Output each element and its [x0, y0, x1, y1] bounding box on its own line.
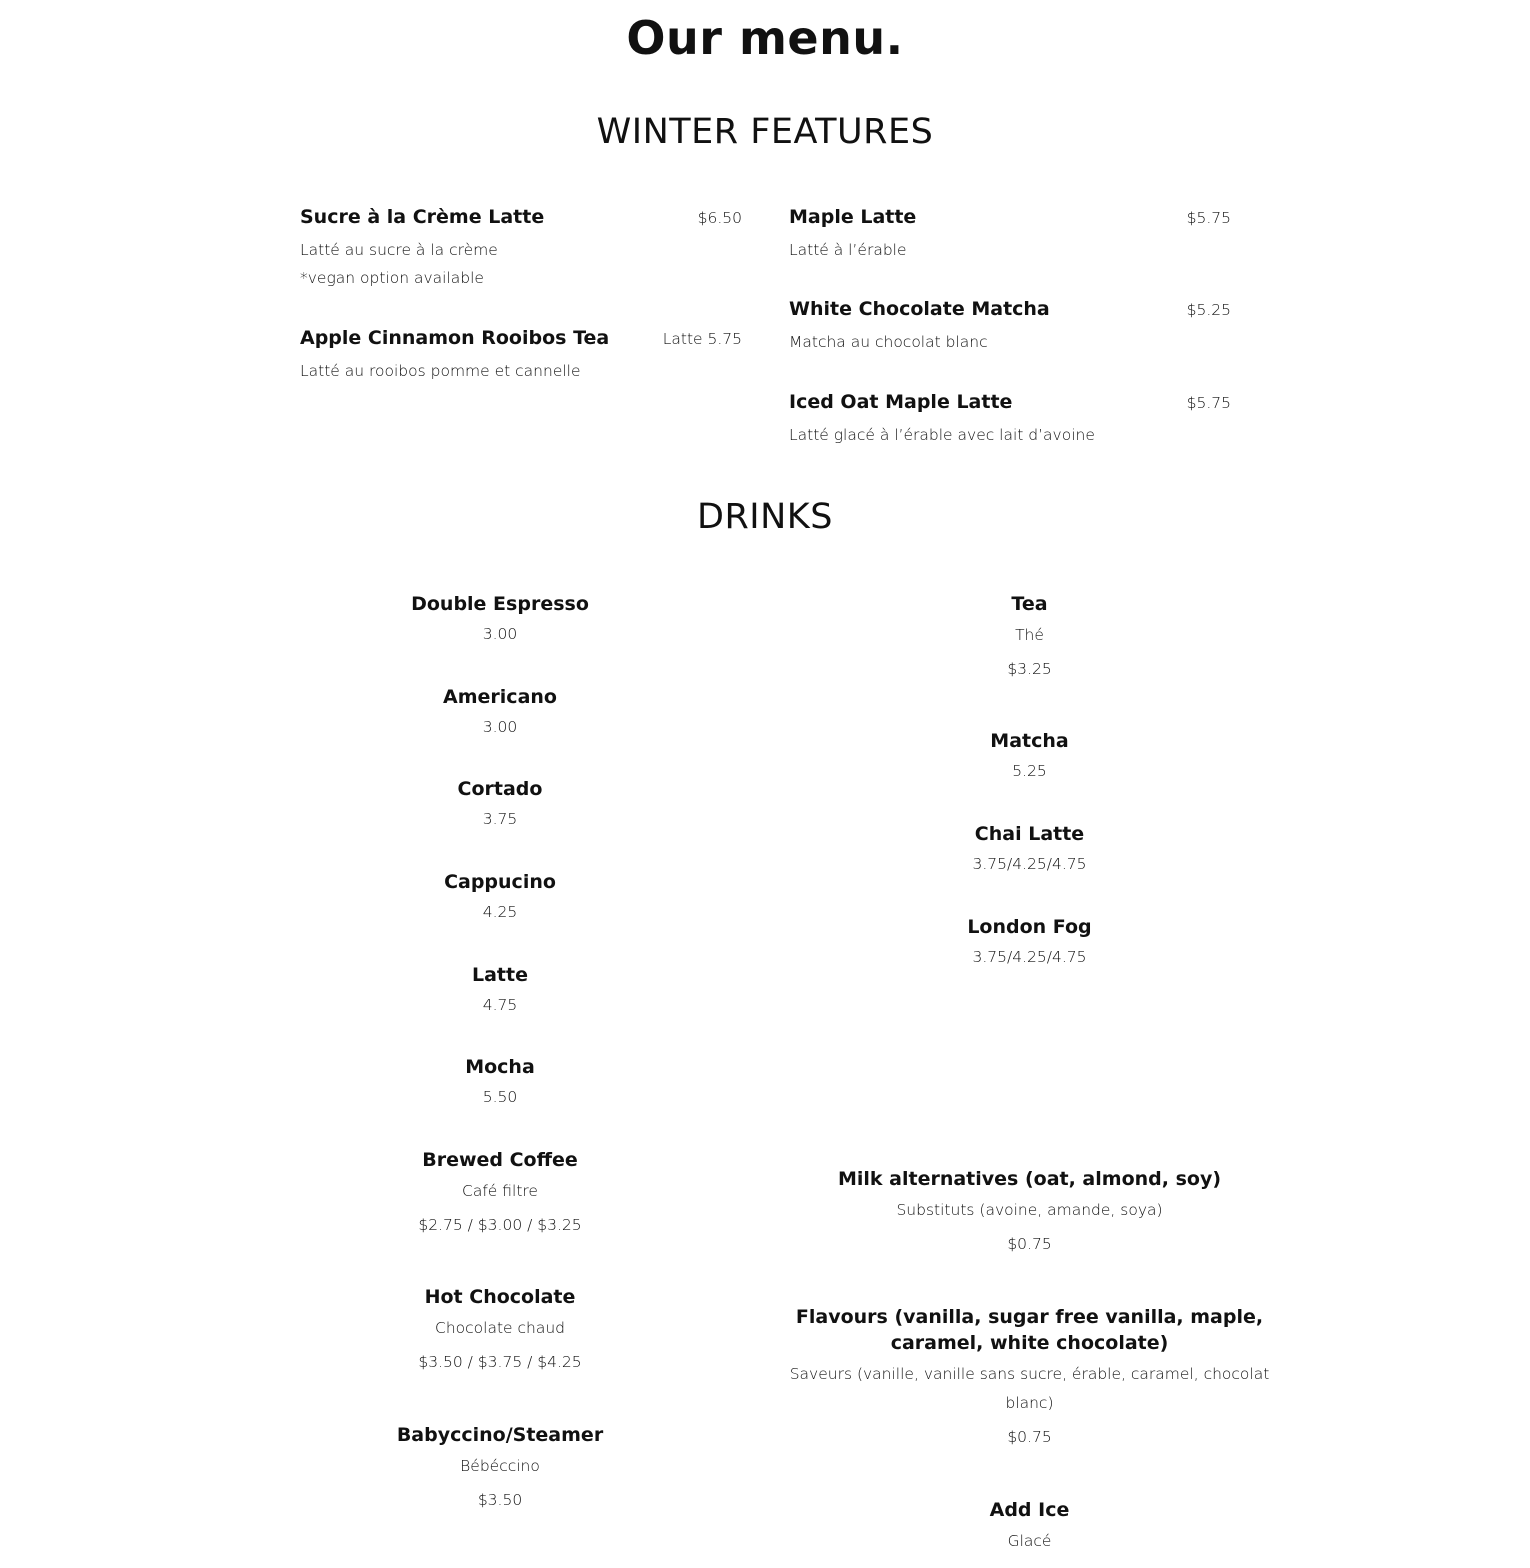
item-name: Maple Latte [789, 206, 917, 228]
drink-item [772, 591, 1287, 680]
drink-item [300, 1284, 700, 1373]
drink-item [300, 684, 700, 738]
item-name: Add Ice [989, 1499, 1070, 1521]
drink-item [772, 1497, 1287, 1556]
item-note: *vegan option available [300, 269, 484, 287]
item-price: $5.75 [1186, 209, 1231, 227]
item-name: Apple Cinnamon Rooibos Tea [300, 327, 610, 349]
drink-item [772, 728, 1287, 782]
item-name: Iced Oat Maple Latte [789, 391, 1013, 413]
item-price: $5.75 [1186, 394, 1231, 412]
drink-item [772, 821, 1287, 875]
item-description: Bébéccino [460, 1457, 540, 1475]
item-name: Tea [1011, 593, 1048, 615]
item-price: $0.75 [1007, 1428, 1052, 1446]
drink-item [300, 1422, 700, 1511]
item-description: Matcha au chocolat blanc [789, 333, 988, 351]
item-price: $3.50 [477, 1491, 523, 1509]
drink-item [300, 1147, 700, 1236]
item-price: 4.75 [482, 996, 518, 1014]
item-description: Saveurs (vanille, vanille sans sucre, érable, caramel, chocolat blanc) [789, 1365, 1270, 1412]
winter-features-heading: WINTER FEATURES [596, 112, 934, 152]
item-price: 3.75/4.25/4.75 [972, 855, 1087, 873]
item-name: Matcha [990, 730, 1069, 752]
item-price: 3.00 [482, 718, 518, 736]
item-price: 4.25 [482, 903, 518, 921]
item-price: 3.00 [482, 625, 518, 643]
item-name: Hot Chocolate [424, 1286, 576, 1308]
item-price: $5.25 [1186, 301, 1231, 319]
item-description: Chocolate chaud [435, 1319, 565, 1337]
drink-item [300, 591, 700, 645]
item-name: Chai Latte [974, 823, 1085, 845]
item-description: Latté à l’érable [789, 241, 907, 259]
item-name: Cortado [457, 778, 543, 800]
drink-item [772, 1304, 1287, 1448]
item-price: 3.75/4.25/4.75 [972, 948, 1087, 966]
item-description: Latté au rooibos pomme et cannelle [300, 362, 581, 380]
item-price: $3.25 [1007, 660, 1052, 678]
drink-item [300, 962, 700, 1016]
menu-item [300, 204, 742, 292]
item-name: Flavours (vanilla, sugar free vanilla, maple, caramel, white chocolate) [795, 1306, 1264, 1354]
item-price: 5.50 [482, 1088, 518, 1106]
item-name: Brewed Coffee [422, 1149, 578, 1171]
item-name: Double Espresso [411, 593, 589, 615]
menu-item [789, 389, 1231, 449]
item-price: 3.75 [482, 810, 518, 828]
item-price: $6.50 [697, 209, 742, 227]
item-description: Latté glacé à l’érable avec lait d’avoine [789, 426, 1095, 444]
item-name: Latte [472, 964, 528, 986]
item-description: Café filtre [462, 1182, 538, 1200]
item-description: Glacé [1007, 1532, 1052, 1550]
item-name: Milk alternatives (oat, almond, soy) [837, 1168, 1222, 1190]
item-description: Substituts (avoine, amande, soya) [896, 1201, 1163, 1219]
item-name: Americano [443, 686, 557, 708]
item-price: 5.25 [1012, 762, 1047, 780]
menu-item [300, 325, 742, 385]
item-price: $0.75 [1007, 1235, 1052, 1253]
drink-item [300, 776, 700, 830]
menu-item [789, 204, 1231, 264]
item-name: London Fog [967, 916, 1092, 938]
drink-item [300, 1054, 700, 1108]
drink-item [772, 914, 1287, 968]
item-name: White Chocolate Matcha [789, 298, 1050, 320]
drink-item [300, 869, 700, 923]
item-price: $3.50 / $3.75 / $4.25 [418, 1353, 582, 1371]
item-name: Babyccino/Steamer [396, 1424, 604, 1446]
item-description: Latté au sucre à la crème [300, 241, 498, 259]
page-title: Our menu. [626, 11, 904, 65]
drink-item [772, 1166, 1287, 1255]
drinks-heading: DRINKS [697, 497, 833, 537]
item-price: Latte 5.75 [662, 330, 742, 348]
item-name: Cappucino [444, 871, 556, 893]
menu-item [789, 296, 1231, 356]
item-name: Mocha [465, 1056, 535, 1078]
item-price: $2.75 / $3.00 / $3.25 [418, 1216, 582, 1234]
item-description: Thé [1015, 626, 1044, 644]
item-name: Sucre à la Crème Latte [300, 206, 545, 228]
